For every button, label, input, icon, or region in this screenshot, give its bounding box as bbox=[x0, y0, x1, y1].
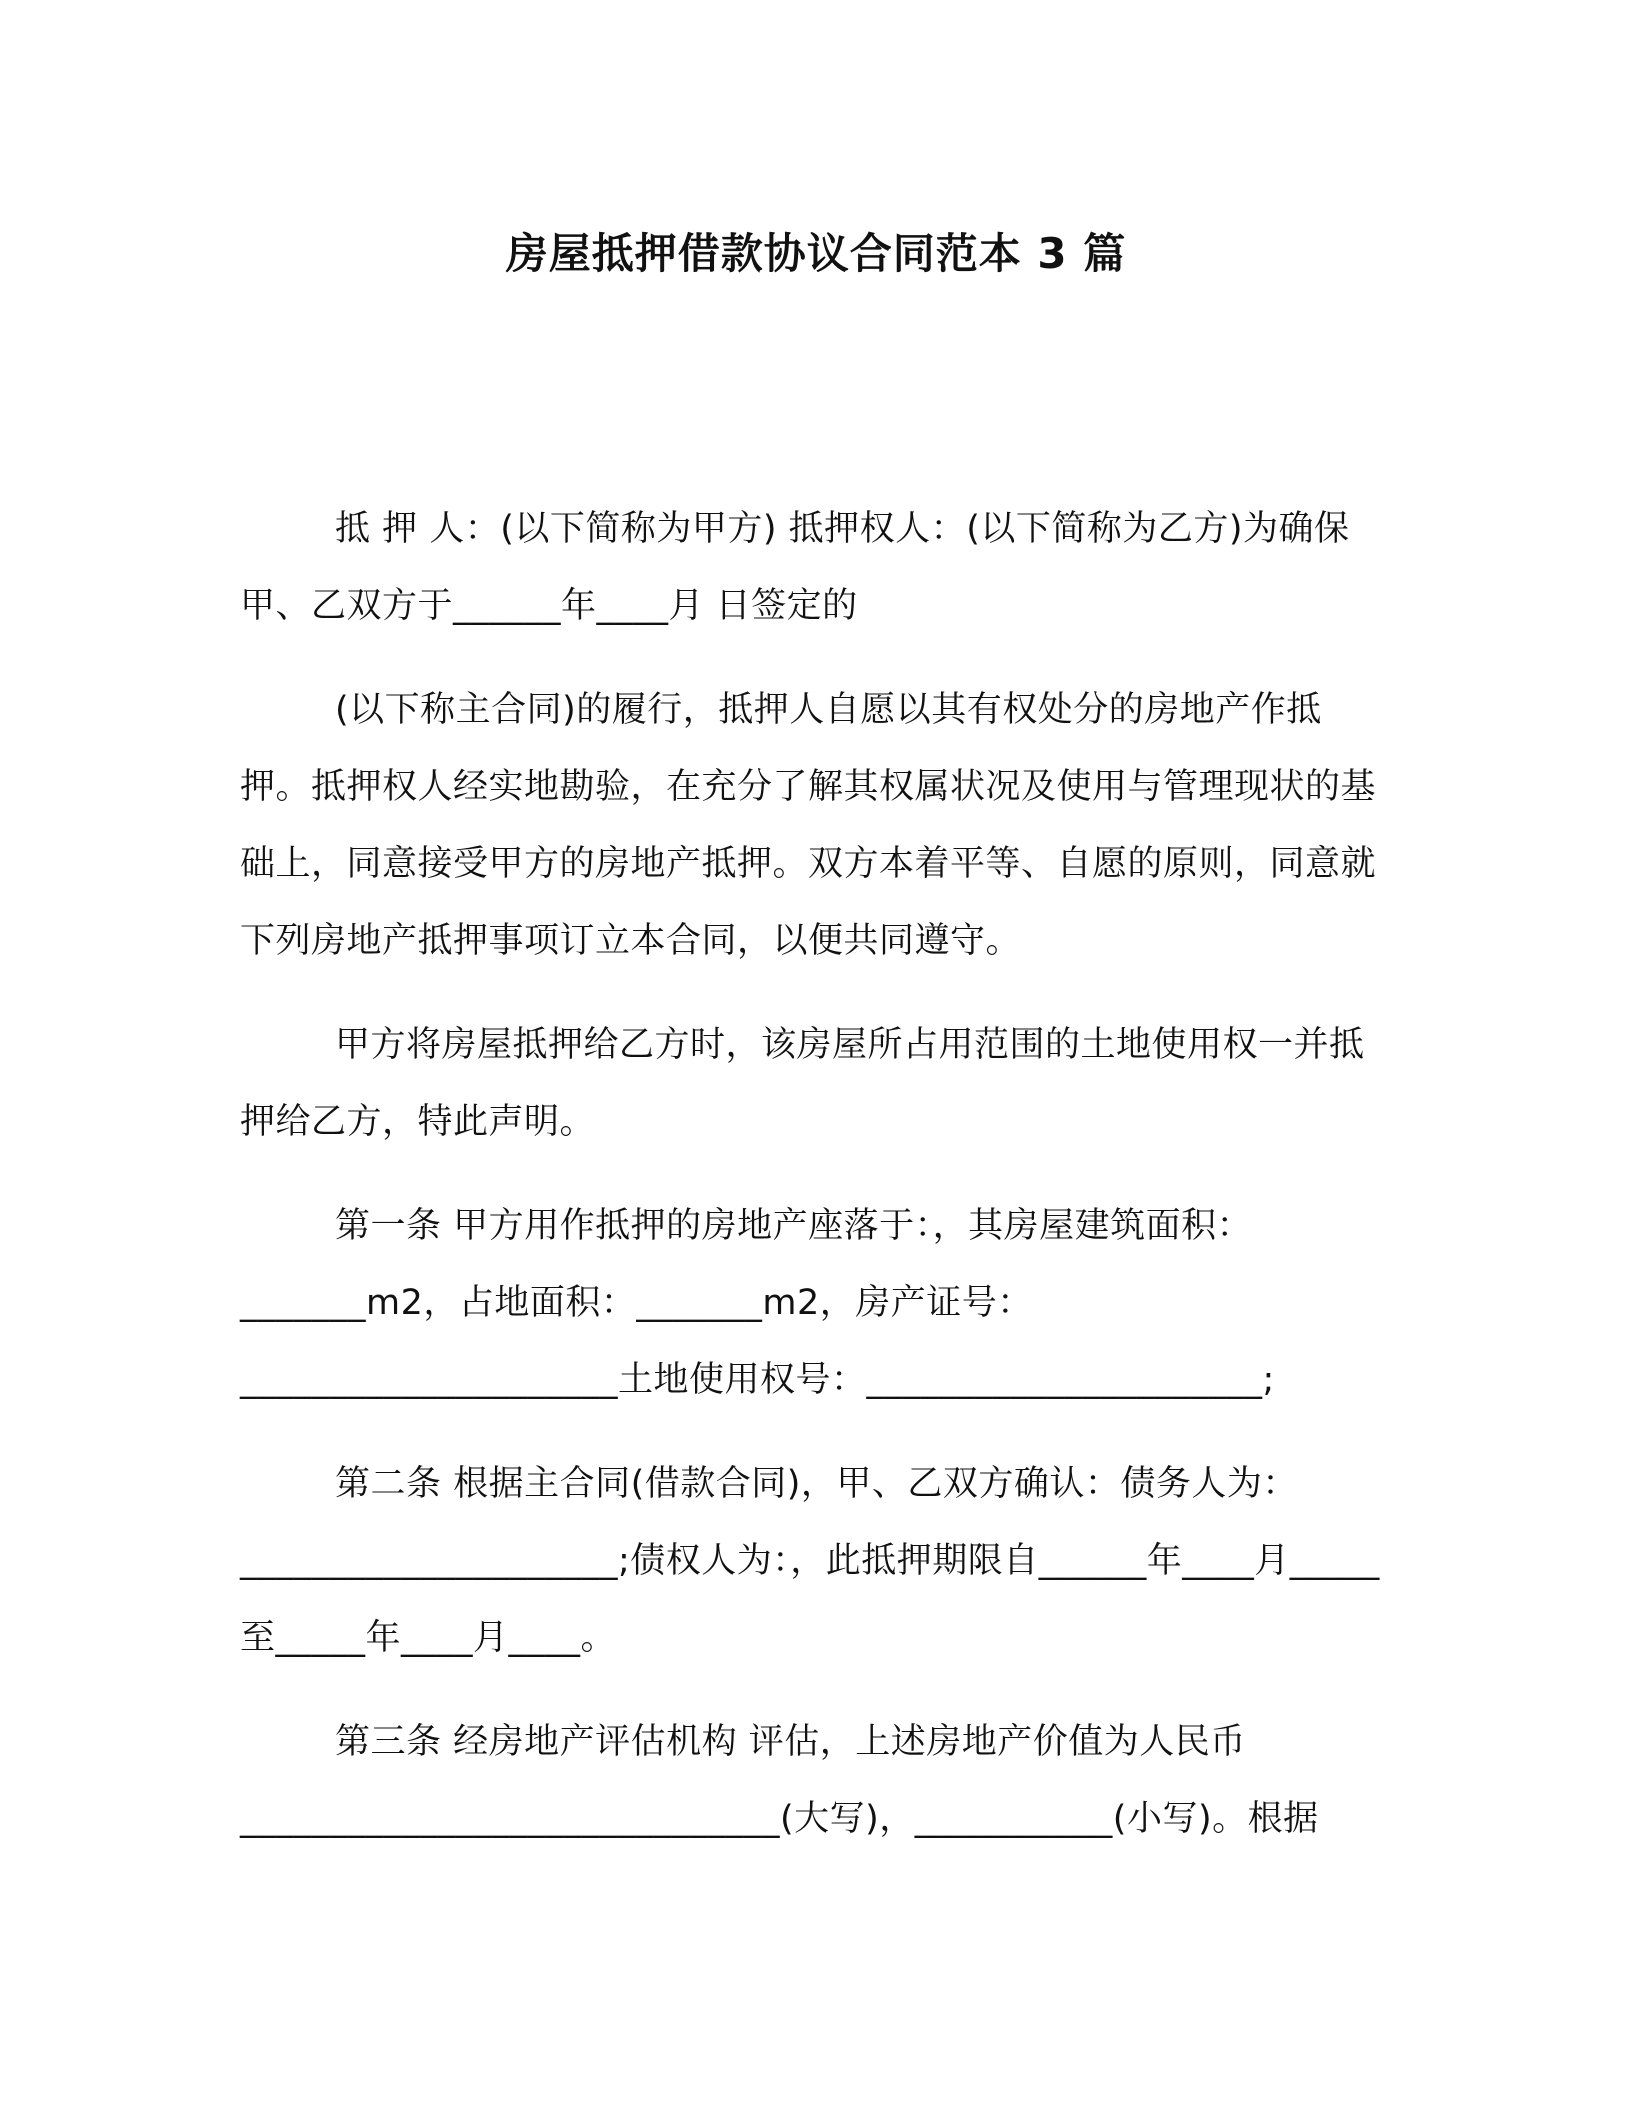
paragraph-parties: 抵 押 人：(以下简称为甲方) 抵押权人：(以下简称为乙方)为确保甲、乙双方于______年____月 日签定的 bbox=[240, 509, 1350, 626]
paragraph-article-2: 第二条 根据主合同(借款合同)，甲、乙双方确认：债务人为：_____________________;债权人为：，此抵押期限自______年____月_____至_____年____月____。 bbox=[240, 1464, 1380, 1658]
document-title: 房屋抵押借款协议合同范本 3 篇 bbox=[505, 229, 1127, 278]
document-body bbox=[240, 491, 1380, 1885]
paragraph-land-use-statement: 甲方将房屋抵押给乙方时，该房屋所占用范围的土地使用权一并抵押给乙方，特此声明。 bbox=[240, 1025, 1365, 1142]
paragraph-purpose: (以下称主合同)的履行，抵押人自愿以其有权处分的房地产作抵押。抵押权人经实地勘验，在充分了解其权属状况及使用与管理现状的基础上，同意接受甲方的房地产抵押。双方本着平等、自愿的原则，同意就下列房地产抵押事项订立本合同，以便共同遵守。 bbox=[240, 690, 1377, 961]
paragraph-article-1: 第一条 甲方用作抵押的房地产座落于：，其房屋建筑面积：_______m2，占地面积：_______m2，房产证号：_____________________土地使用权号：______________________; bbox=[240, 1206, 1275, 1400]
paragraph-article-3: 第三条 经房地产评估机构 评估，上述房地产价值为人民币______________________________(大写)，___________(小写)。根据 bbox=[240, 1722, 1319, 1839]
